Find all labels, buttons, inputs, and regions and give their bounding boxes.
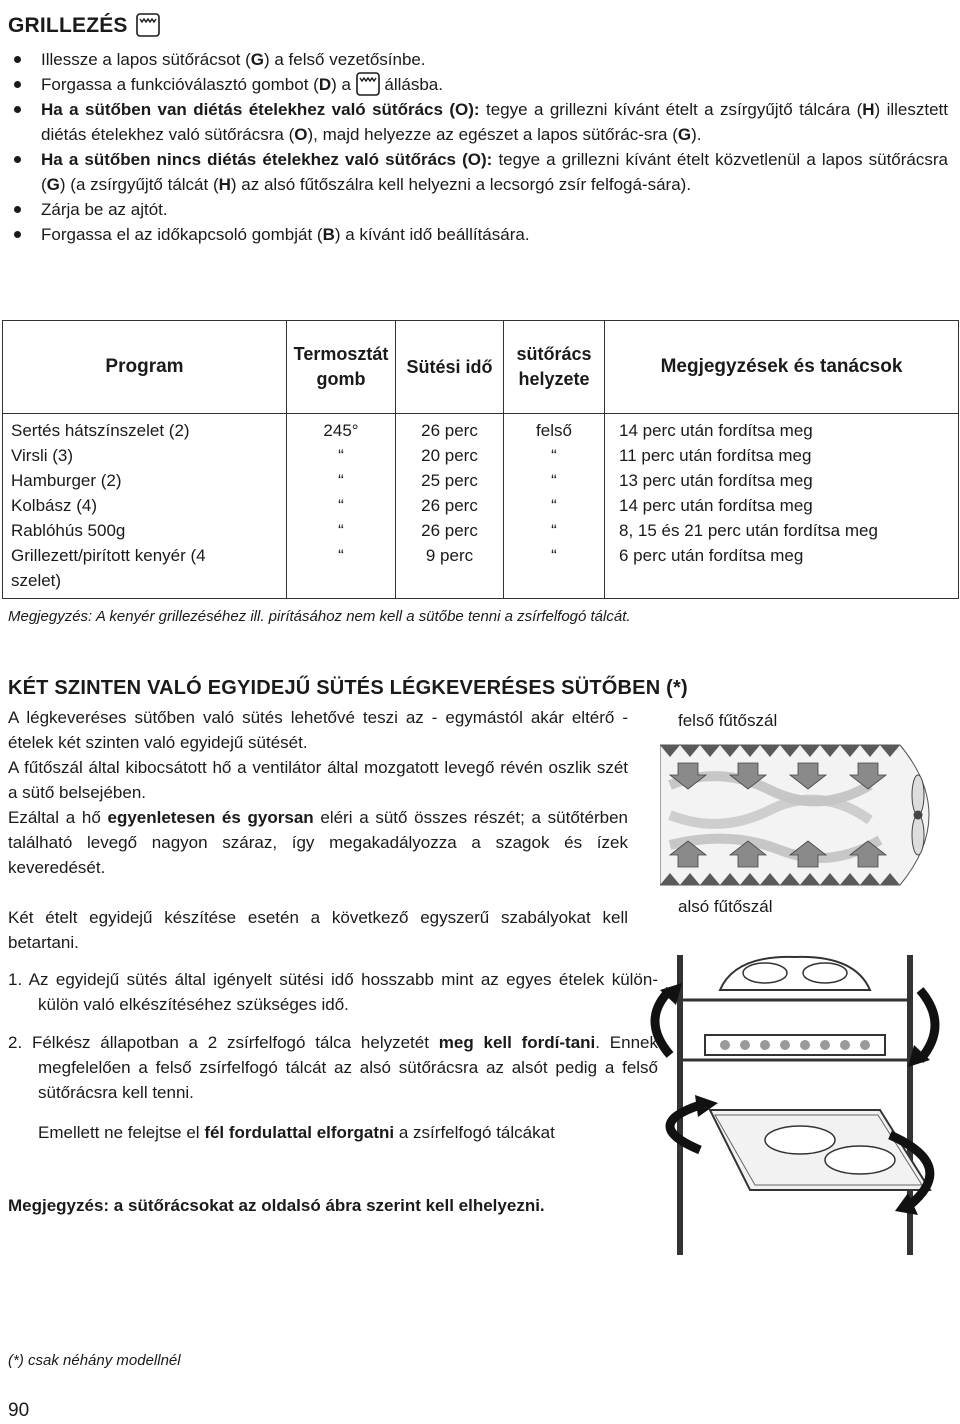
program-cell: szelet): [11, 571, 62, 590]
airflow-diagram: [660, 735, 960, 895]
tray-rotation-diagram: [640, 935, 958, 1275]
label-lower-heating-element: alsó fűtőszál: [678, 897, 773, 916]
rule-item-3: Emellett ne felejtse el fél fordulattal elforgatni a zsírfelfogó tálcákat: [38, 1123, 555, 1142]
time-cell: 9 perc: [425, 546, 474, 565]
note-cell: 6 perc után fordítsa meg: [619, 546, 804, 565]
fan-icon: [912, 775, 924, 855]
header-program: Program: [3, 321, 287, 414]
paragraph-3: Ezáltal a hő egyenletesen és gyorsan eléri a sütő összes részét; a sütőtérben található levegő nagyon száraz, így megakadályozza a szagok és ízek keveredését.: [8, 808, 628, 877]
position-cell: “: [551, 496, 557, 515]
position-cell: “: [551, 546, 557, 565]
program-cell: Sertés hátszínszelet (2): [11, 421, 190, 440]
paragraph-2: A fűtőszál által kibocsátott hő a ventilátor által mozgatott levegő révén oszlik szét a sütő belsejében.: [8, 758, 628, 802]
section2-text: [8, 705, 628, 880]
table-header-row: [3, 321, 959, 414]
rule-item-2: 2. Félkész állapotban a 2 zsírfelfogó tálca helyzetét meg kell fordí-tani. Ennek megfelelően a felső zsírfelfogó tálcát az alsó sütőrácsra az alsót pedig a felső sütőrácsra kell tenni.: [8, 1033, 658, 1102]
position-cell: “: [551, 446, 557, 465]
time-cell: 26 perc: [421, 496, 478, 515]
instruction-item: Ha a sütőben nincs diétás ételekhez való sütőrács (O): tegye a grillezni kívánt ételt közvetlenül a lapos sütőrácsra (G) (a zsírgyűjtő tálcát (H) az alsó fűtőszálra kell helyezni a lecsorgó zsír felfogá-sára).: [8, 147, 948, 197]
note-cell: 14 perc után fordítsa meg: [619, 421, 813, 440]
thermostat-cell: “: [338, 446, 344, 465]
page-number: 90: [8, 1400, 30, 1421]
notes-column: [605, 414, 959, 599]
instruction-item: Ha a sütőben van diétás ételekhez való sütőrács (O): tegye a grillezni kívánt ételt a zsírgyűjtő tálcára (H) illesztett diétás ételekhez való sütőrácsra (O), majd helyezze az egészet a lapos sütőrác-sra (G).: [8, 97, 948, 147]
grill-instructions-list: [8, 47, 948, 247]
position-column: [504, 414, 605, 599]
final-note: Megjegyzés: a sütőrácsokat az oldalsó ábra szerint kell elhelyezni.: [8, 1196, 545, 1215]
time-cell: 26 perc: [421, 421, 478, 440]
paragraph-4: Két ételt egyidejű készítése esetén a következő egyszerű szabályokat kell betartani.: [8, 908, 628, 952]
instruction-item: Illessze a lapos sütőrácsot (G) a felső vezetősínbe.: [8, 47, 948, 72]
header-time: Sütési idő: [396, 321, 504, 414]
thermostat-cell: “: [338, 471, 344, 490]
instruction-item: Forgassa a funkcióválasztó gombot (D) a állásba.: [8, 72, 948, 97]
swap-arrow-right-icon: [920, 990, 935, 1060]
rotate-arrow-left-icon: [670, 1105, 700, 1150]
thermostat-column: [287, 414, 396, 599]
thermostat-cell: “: [338, 496, 344, 515]
swap-arrow-left-icon: [655, 990, 670, 1055]
table-note: Megjegyzés: A kenyér grillezéséhez ill. pirításához nem kell a sütőbe tenni a zsírfelfogó tálcát.: [8, 608, 631, 625]
program-column: [3, 414, 287, 599]
program-cell: Rablóhús 500g: [11, 521, 126, 540]
header-notes: Megjegyzések és tanácsok: [605, 321, 959, 414]
position-cell: “: [551, 471, 557, 490]
paragraph-1: A légkeveréses sütőben való sütés lehetővé teszi az - egymástól akár eltérő - ételek két szinten való egyidejű sütését.: [8, 708, 628, 752]
note-cell: 14 perc után fordítsa meg: [619, 496, 813, 515]
instruction-item: Zárja be az ajtót.: [8, 197, 948, 222]
note-cell: 13 perc után fordítsa meg: [619, 471, 813, 490]
header-thermostat: Termosztát gomb: [287, 321, 396, 414]
label-upper-heating-element: felső fűtőszál: [678, 711, 778, 730]
thermostat-cell: 245°: [323, 421, 359, 440]
program-cell: Hamburger (2): [11, 471, 122, 490]
program-cell: Virsli (3): [11, 446, 74, 465]
grill-symbol-icon: [356, 75, 380, 94]
time-cell: 20 perc: [421, 446, 478, 465]
grill-title: GRILLEZÉS: [8, 14, 128, 37]
note-cell: 8, 15 és 21 perc után fordítsa meg: [619, 521, 878, 540]
section-title-grill: [8, 14, 160, 38]
grill-symbol-icon: [136, 13, 160, 37]
rule-item-1: 1. Az egyidejű sütés által igényelt sütési idő hosszabb mint az egyes ételek külön-külön való elkészítéséhez szükséges idő.: [8, 970, 658, 1014]
program-cell: Grillezett/pirított kenyér (4: [11, 546, 206, 565]
position-cell: felső: [536, 421, 572, 440]
note-cell: 11 perc után fordítsa meg: [619, 446, 812, 465]
table-body-row: [3, 414, 959, 599]
instruction-item: Forgassa el az időkapcsoló gombját (B) a kívánt idő beállítására.: [8, 222, 948, 247]
time-cell: 26 perc: [421, 521, 478, 540]
footnote: (*) csak néhány modellnél: [8, 1352, 181, 1369]
time-cell: 25 perc: [421, 471, 478, 490]
thermostat-cell: “: [338, 546, 344, 565]
time-column: [396, 414, 504, 599]
thermostat-cell: “: [338, 521, 344, 540]
section-title-dual-level: KÉT SZINTEN VALÓ EGYIDEJŰ SÜTÉS LÉGKEVERÉSES SÜTŐBEN (*): [8, 677, 688, 699]
position-cell: “: [551, 521, 557, 540]
program-cell: Kolbász (4): [11, 496, 97, 515]
grill-program-table: [2, 320, 959, 599]
header-position: sütőrács helyzete: [504, 321, 605, 414]
